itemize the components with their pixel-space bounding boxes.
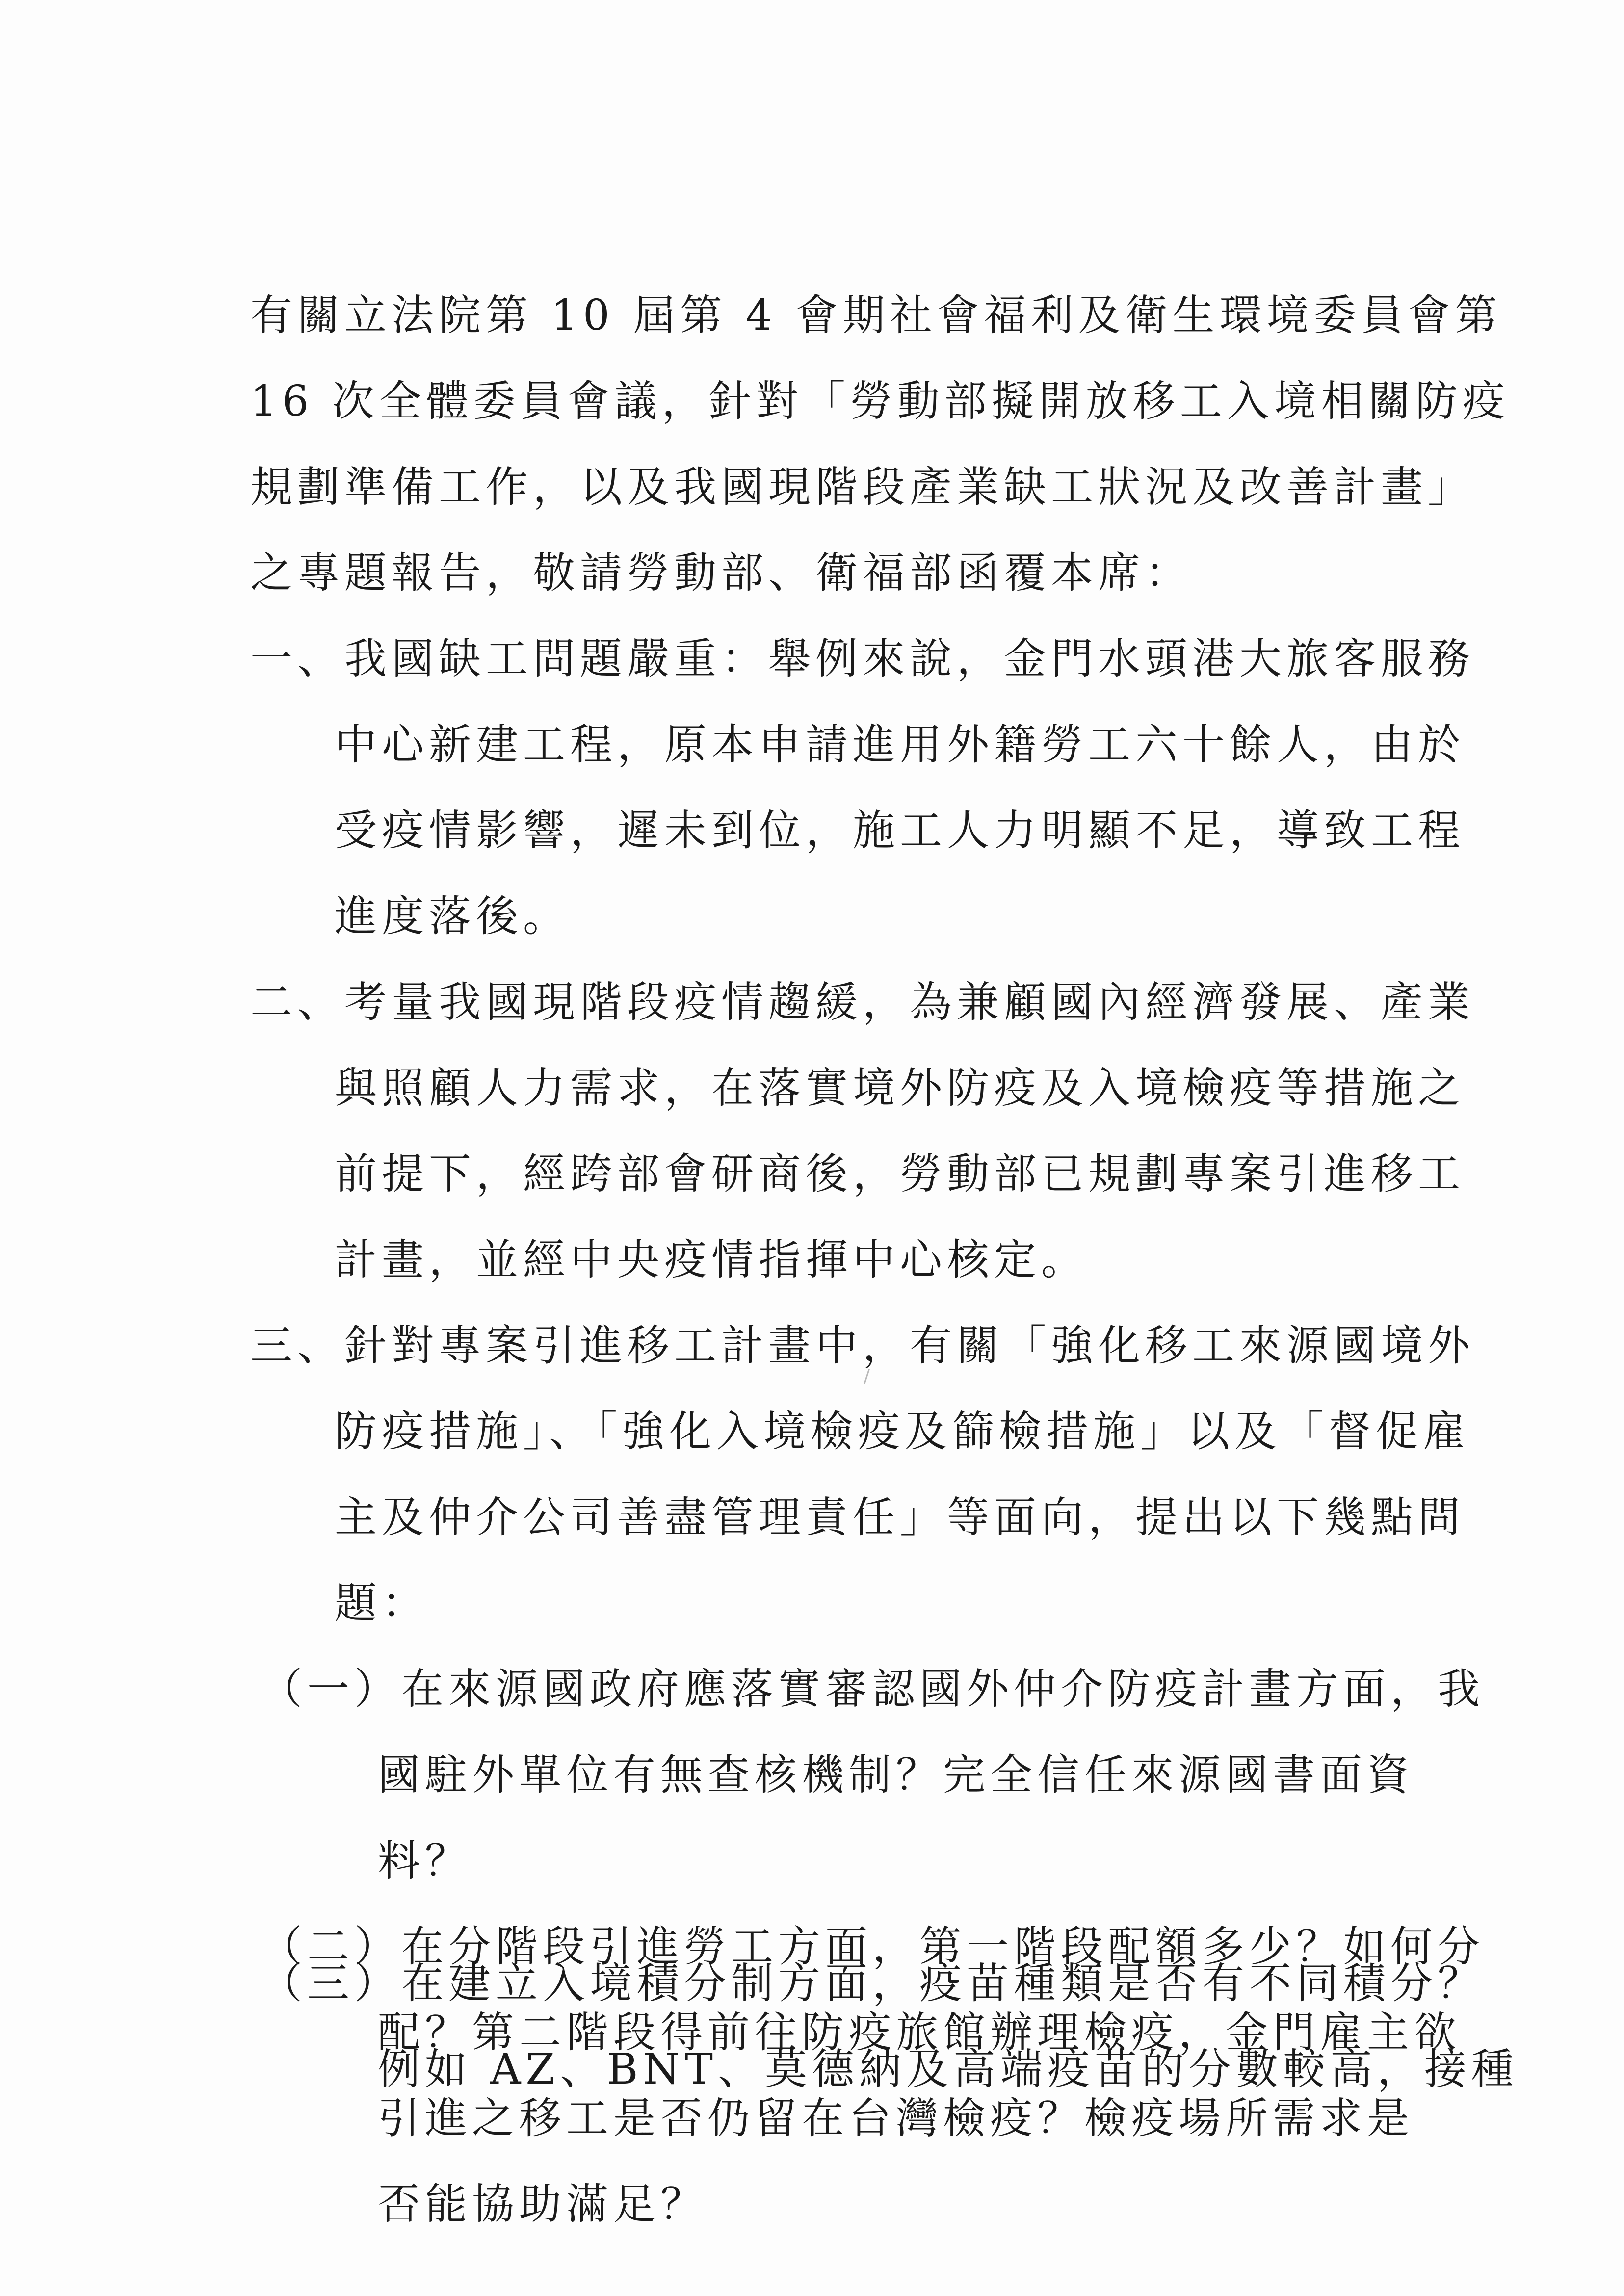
point-2-line: 與照顧人力需求，在落實境外防疫及入境檢疫等措施之 [335,1064,1465,1113]
point-1-line: 受疫情影響，遲未到位，施工人力明顯不足，導致工程 [335,806,1465,855]
point-1-line: 中心新建工程，原本申請進用外籍勞工六十餘人，由於 [335,720,1465,769]
intro-line: 16 次全體委員會議，針對「勞動部擬開放移工入境相關防疫 [250,377,1510,426]
sub-item-1-line: 國駐外單位有無查核機制？完全信任來源國書面資 [378,1750,1414,1800]
sub-item-2-line: 引進之移工是否仍留在台灣檢疫？檢疫場所需求是 [378,2094,1414,2143]
sub-item-2-line: 配？第二階段得前往防疫旅館辦理檢疫，金門雇主欲 [378,2008,1461,2057]
scan-mark [864,1369,870,1384]
point-3-line: 防疫措施」、「強化入境檢疫及篩檢措施」以及「督促雇 [335,1407,1470,1456]
point-1-line: 進度落後。 [335,892,570,941]
intro-line: 規劃準備工作，以及我國現階段產業缺工狀況及改善計畫」 [250,463,1475,512]
point-3-line: 三、針對專案引進移工計畫中，有關「強化移工來源國境外 [250,1321,1475,1370]
point-3-line: 題： [335,1579,429,1628]
intro-line: 之專題報告，敬請勞動部、衛福部函覆本席： [250,548,1192,598]
sub-item-3-line: 例如 AZ、BNT、莫德納及高端疫苗的分數較高，接種 [378,2045,1519,2094]
sub-item-2-line: （二）在分階段引進勞工方面，第一階段配額多少？如何分 [260,1922,1485,1971]
point-3-line: 主及仲介公司善盡管理責任」等面向，提出以下幾點問 [335,1493,1465,1542]
point-2-line: 前提下，經跨部會研商後，勞動部已規劃專案引進移工 [335,1149,1465,1199]
sub-item-1-line: 料？ [378,1836,472,1885]
sub-item-3-line: （三）在建立入境積分制方面，疫苗種類是否有不同積分？ [260,1959,1485,2008]
point-2-line: 二、考量我國現階段疫情趨緩，為兼顧國內經濟發展、產業 [250,978,1475,1027]
point-2-line: 計畫，並經中央疫情指揮中心核定。 [335,1235,1088,1284]
intro-line: 有關立法院第 10 屆第 4 會期社會福利及衛生環境委員會第 [250,291,1502,340]
point-1-line: 一、我國缺工問題嚴重：舉例來說，金門水頭港大旅客服務 [250,634,1475,683]
sub-item-2-line: 否能協助滿足？ [378,2180,707,2229]
sub-item-1-line: （一）在來源國政府應落實審認國外仲介防疫計畫方面，我 [260,1665,1485,1714]
